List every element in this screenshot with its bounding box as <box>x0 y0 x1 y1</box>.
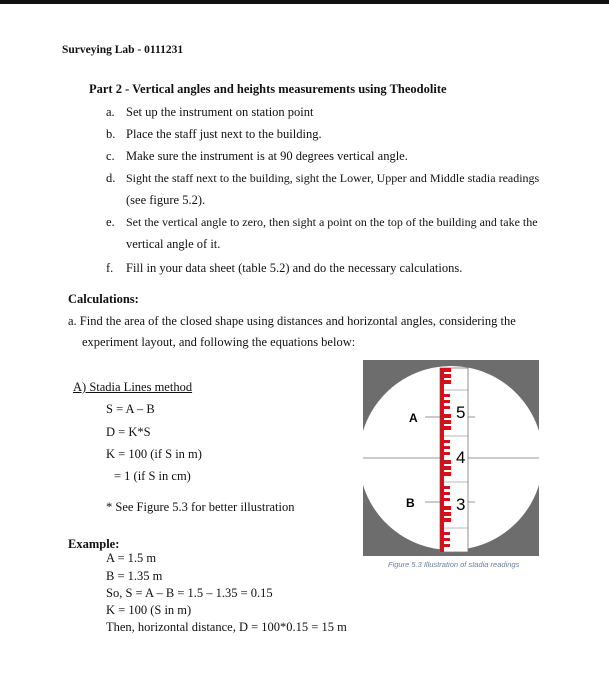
label-b: B <box>406 496 415 510</box>
staff-e-mark <box>444 472 451 476</box>
staff-tick-mark <box>444 400 450 403</box>
step-text: Set the vertical angle to zero, then sight a point on the top of the building and take the <box>126 215 538 229</box>
staff-number: 4 <box>456 448 466 467</box>
step-marker: d. <box>106 171 116 185</box>
staff-tick-mark <box>444 538 450 541</box>
step-marker: c. <box>106 149 115 163</box>
staff-number: 5 <box>456 403 466 422</box>
calculations-heading: Calculations: <box>68 292 139 306</box>
equation: = 1 (if S in cm) <box>114 469 191 483</box>
staff-e-mark <box>444 506 451 510</box>
method-title: A) Stadia Lines method <box>73 380 193 394</box>
staff-e-mark <box>444 380 451 384</box>
example-line: So, S = A – B = 1.5 – 1.35 = 0.15 <box>106 586 273 600</box>
staff-tick-mark <box>444 498 450 501</box>
step-text: vertical angle of it. <box>126 237 221 251</box>
staff-tick-mark <box>444 394 450 397</box>
staff-tick-mark <box>444 446 450 449</box>
step-text: Sight the staff next to the building, sight the Lower, Upper and Middle stadia readings <box>126 171 540 185</box>
staff-e-mark <box>444 460 451 464</box>
example-heading: Example: <box>68 537 120 551</box>
part-title: Part 2 - Vertical angles and heights measurements using Theodolite <box>89 82 447 96</box>
staff-e-mark <box>444 368 451 372</box>
staff-e-mark <box>444 374 451 378</box>
step-text: Place the staff just next to the building. <box>126 127 322 141</box>
equation: S = A – B <box>106 402 155 416</box>
example-line: Then, horizontal distance, D = 100*0.15 = 15 m <box>106 620 347 634</box>
staff-number: 3 <box>456 495 466 514</box>
step-marker: a. <box>106 105 115 119</box>
staff-tick-mark <box>444 452 450 455</box>
staff-tick-mark <box>444 486 450 489</box>
staff-tick-mark <box>444 440 450 443</box>
stadia-figure <box>363 360 539 556</box>
staff-tick-mark <box>444 544 450 547</box>
example-line: A = 1.5 m <box>106 551 157 565</box>
step-text: Set up the instrument on station point <box>126 105 314 119</box>
step-text: Fill in your data sheet (table 5.2) and do the necessary calculations. <box>126 261 463 275</box>
staff-e-mark <box>444 466 451 470</box>
see-note: * See Figure 5.3 for better illustration <box>106 500 295 514</box>
header-title: Surveying Lab - 0111231 <box>62 44 184 56</box>
staff-tick-mark <box>444 492 450 495</box>
step-marker: f. <box>106 261 114 275</box>
example-line: K = 100 (S in m) <box>106 603 192 617</box>
staff-e-mark <box>444 518 451 522</box>
step-text: (see figure 5.2). <box>126 193 206 207</box>
staff-e-mark <box>444 512 451 516</box>
label-a: A <box>409 411 418 425</box>
step-marker: b. <box>106 127 116 141</box>
staff-tick-mark <box>444 532 450 535</box>
calc-instruction: a. Find the area of the closed shape using distances and horizontal angles, considering the <box>68 314 516 328</box>
staff-tick-mark <box>444 406 450 409</box>
step-text: Make sure the instrument is at 90 degrees vertical angle. <box>126 149 408 163</box>
step-marker: e. <box>106 215 115 229</box>
top-bar <box>0 0 609 4</box>
equation: D = K*S <box>106 425 151 439</box>
staff-e-mark <box>444 426 451 430</box>
figure-caption: Figure 5.3 Illustration of stadia readings <box>388 560 520 569</box>
equation: K = 100 (if S in m) <box>106 447 202 461</box>
calc-instruction-cont: experiment layout, and following the equations below: <box>82 335 356 349</box>
staff-e-mark <box>444 420 451 424</box>
example-line: B = 1.35 m <box>106 569 163 583</box>
staff-e-mark <box>444 414 451 418</box>
